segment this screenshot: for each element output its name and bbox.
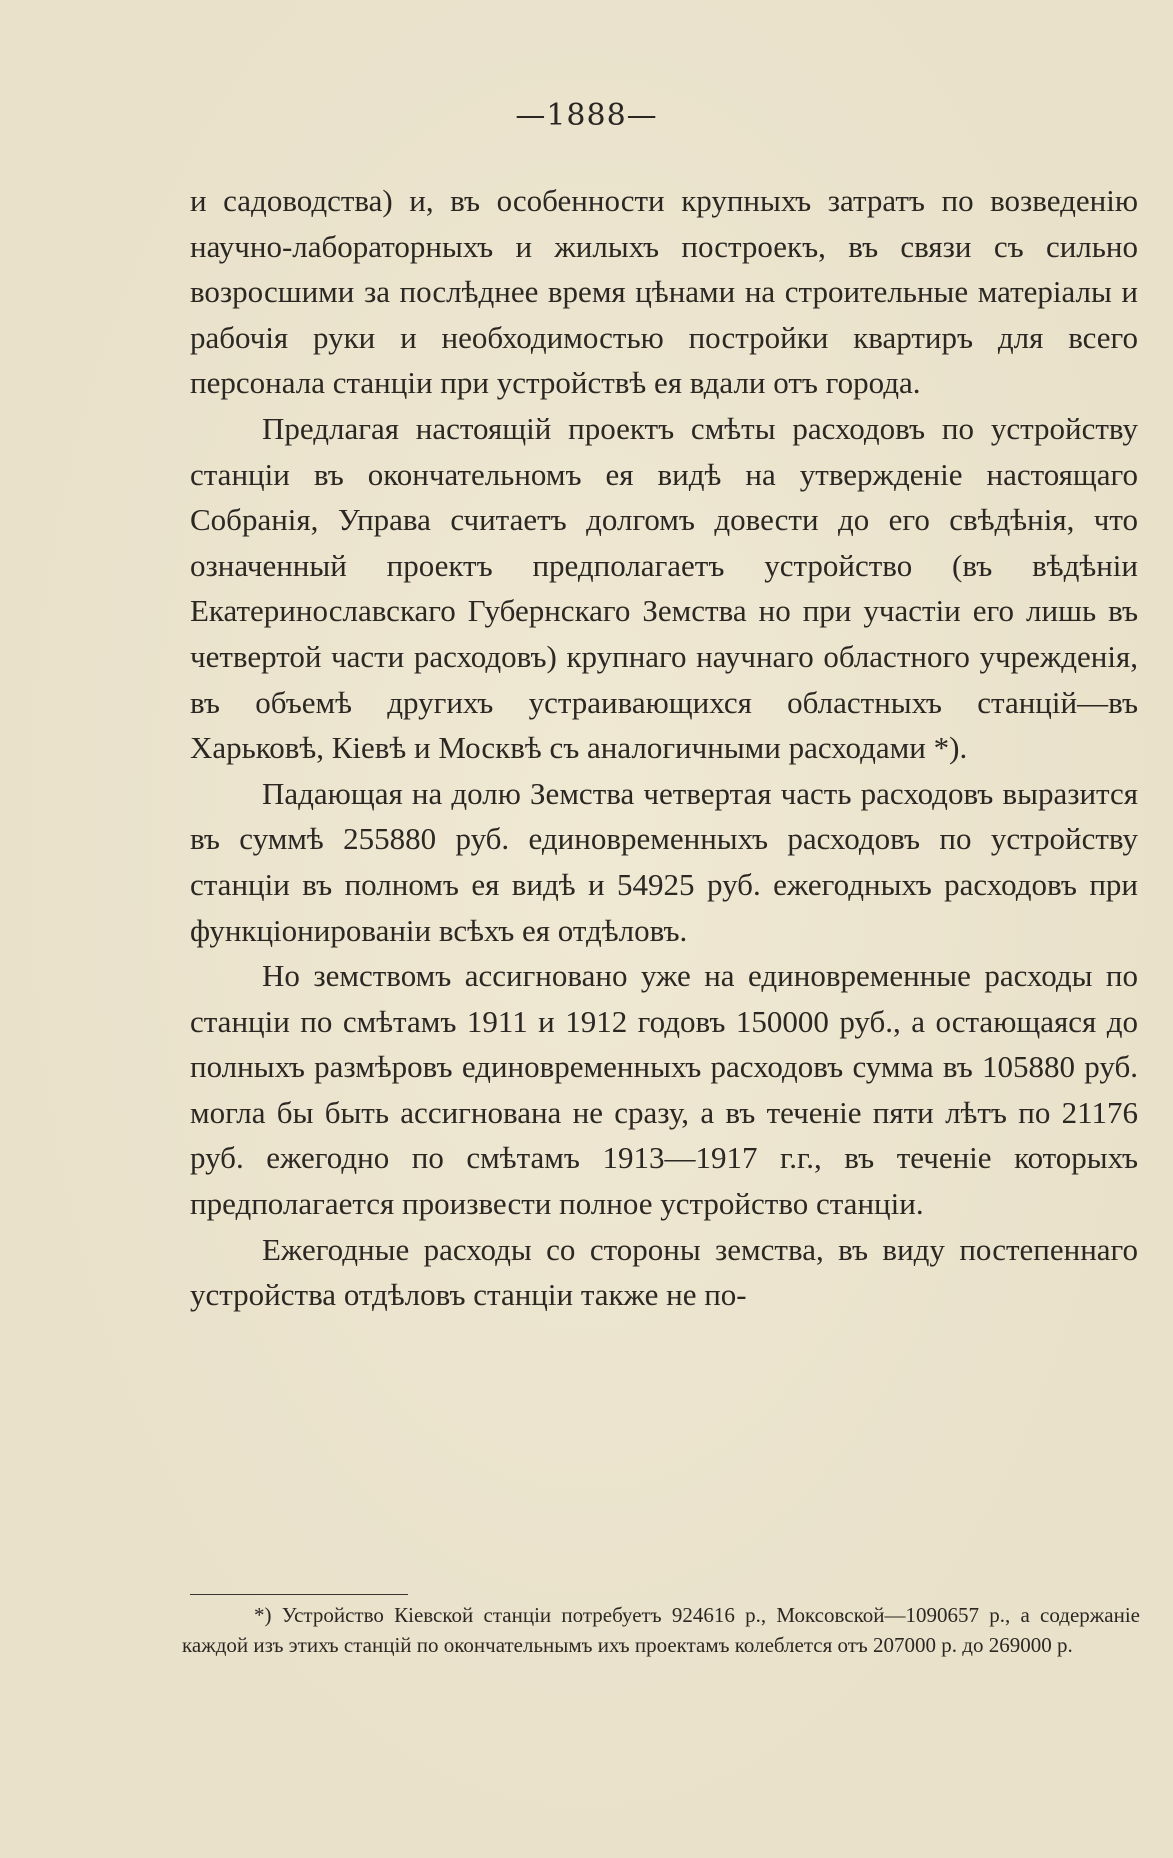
page-number: —1888—	[515, 98, 658, 133]
footnote-text: *) Устройство Кіевской станціи потребуетъ 924616 р., Моксовской—1090657 р., а содержаніе каждой изъ этихъ станцій по окончательнымъ ихъ проектамъ колеблется отъ 207000 р. до 269000 р.	[182, 1603, 1140, 1657]
footnote	[182, 1600, 1140, 1660]
paragraph-3: Падающая на долю Земства четвертая часть расходовъ выразится въ суммѣ 255880 руб. единовременныхъ расходовъ по устройству станціи въ полномъ ея видѣ и 54925 руб. ежегодныхъ расходовъ при функціонированіи всѣхъ ея отдѣловъ.	[190, 775, 1138, 948]
paragraph-2: Предлагая настоящій проектъ смѣты расходовъ по устройству станціи въ окончательномъ ея видѣ на утвержденіе настоящаго Собранія, Управа считаетъ долгомъ довести до его свѣдѣнія, что означенный проектъ предполагаетъ устройство (въ вѣдѣніи Екатеринославскаго Губернскаго Земства но при участіи его лишь въ четвертой части расходовъ) крупнаго научнаго областного учрежденія, въ объемѣ другихъ устраивающихся областныхъ станцій—въ Харьковѣ, Кіевѣ и Москвѣ съ аналогичными расходами *).	[190, 410, 1138, 766]
paragraph-4: Но земствомъ ассигновано уже на единовременные расходы по станціи по смѣтамъ 1911 и 1912 годовъ 150000 руб., а остающаяся до полныхъ размѣровъ единовременныхъ расходовъ сумма въ 105880 руб. могла бы быть ассигнована не сразу, а въ теченіе пяти лѣтъ по 21176 руб. ежегодно по смѣтамъ 1913—1917 г.г., въ теченіе которыхъ предполагается произвести полное устройство станціи.	[190, 958, 1138, 1222]
paragraph-5: Ежегодные расходы со стороны земства, въ виду постепеннаго устройства отдѣловъ станціи также не по-	[190, 1231, 1138, 1313]
paragraph-1: и садоводства) и, въ особенности крупныхъ затратъ по возведенію научно-лабораторныхъ и жилыхъ построекъ, въ связи съ сильно возросшими за послѣднее время цѣнами на строительные матеріалы и рабочія руки и необходимостью постройки квартиръ для всего персонала станціи при устройствѣ ея вдали отъ города.	[190, 183, 1138, 401]
footnote-separator	[190, 1594, 408, 1595]
main-text	[190, 178, 1138, 1318]
